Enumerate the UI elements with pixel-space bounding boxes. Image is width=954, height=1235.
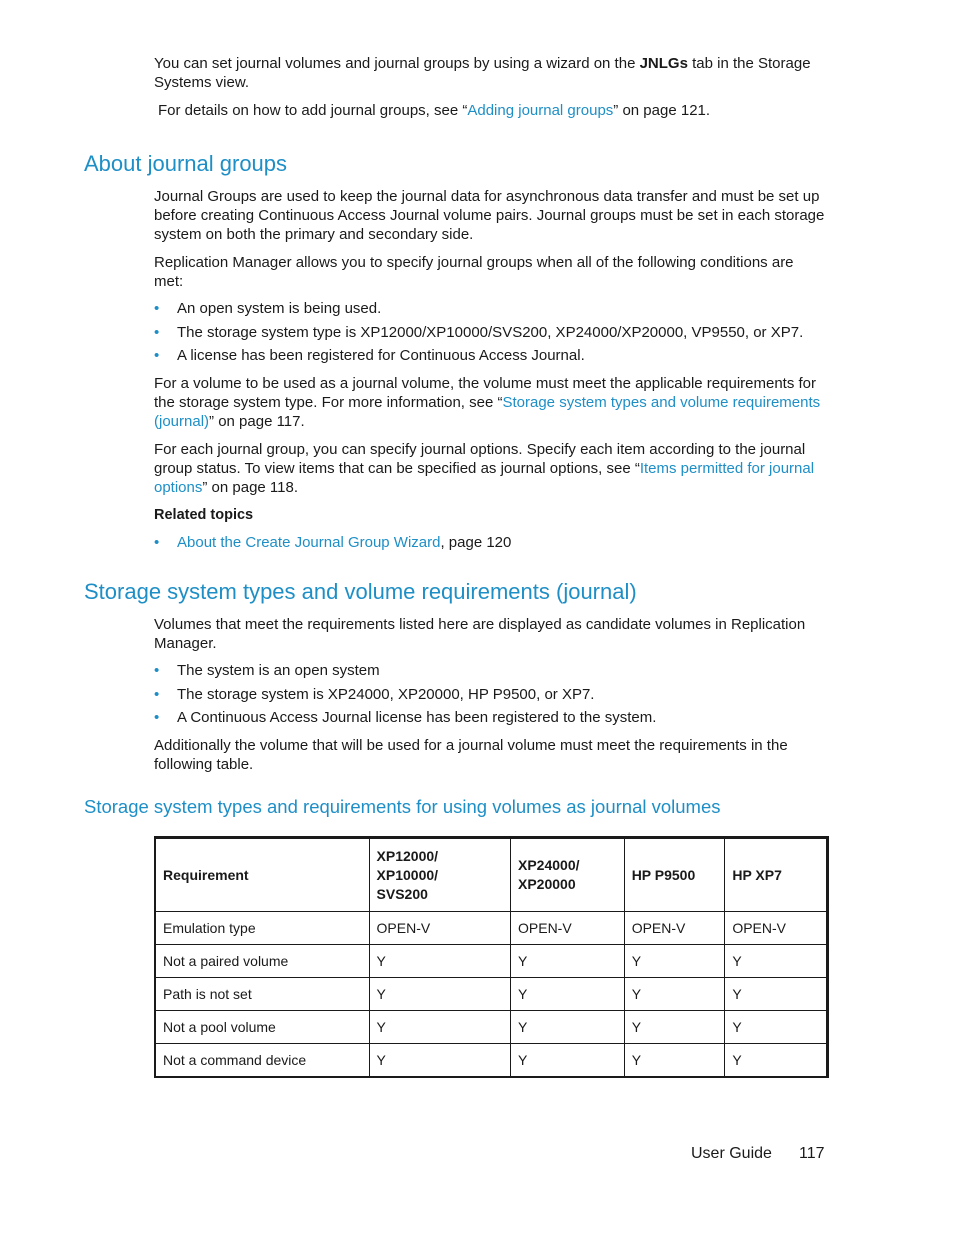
about-line: the storage system type. For more information, see “ (154, 394, 503, 411)
table-cell: Y (369, 978, 510, 1011)
about-paragraph-4 (154, 440, 814, 497)
about-journal-groups-heading: About journal groups (84, 151, 288, 176)
table-cell: Y (369, 945, 510, 978)
related-topics-heading: Related topics (154, 507, 254, 523)
table-cell: Y (725, 978, 828, 1011)
create-journal-group-wizard-link[interactable]: About the Create Journal Group Wizard (177, 534, 441, 551)
table-cell: Emulation type (155, 912, 369, 945)
header-xp24000: XP24000/ XP20000 (511, 838, 625, 912)
table-cell: Y (725, 1011, 828, 1044)
table-row (155, 978, 828, 1011)
table-row (155, 912, 828, 945)
table-cell: OPEN-V (725, 912, 828, 945)
adding-journal-groups-link[interactable]: Adding journal groups (467, 102, 614, 119)
table-cell: Y (511, 1011, 625, 1044)
bullet-icon: • (154, 662, 160, 679)
table-cell: OPEN-V (624, 912, 725, 945)
intro-text: Systems view. (154, 74, 250, 91)
about-line: group status. To view items that can be specified as journal options, see “ (154, 460, 640, 477)
about-line: before creating Continuous Access Journal volume pairs. Journal groups must be set in each storage (154, 207, 825, 224)
about-line: ” on page 117. (209, 413, 305, 430)
intro-text: ” on page 121. (613, 102, 711, 119)
bullet-icon: • (154, 347, 160, 364)
about-paragraph-3 (154, 374, 820, 431)
storage-line: Volumes that meet the requirements listed here are displayed as candidate volumes in Replication (154, 616, 806, 633)
jnlgs-tab-label: JNLGs (639, 55, 688, 72)
table-cell: Y (624, 1011, 725, 1044)
about-paragraph-1 (154, 187, 824, 244)
about-line: met: (154, 273, 184, 290)
storage-requirements-link[interactable]: Storage system types and volume requirements (502, 394, 821, 411)
table-cell: Not a command device (155, 1044, 369, 1078)
table-cell: Y (725, 945, 828, 978)
table-row (155, 1044, 828, 1078)
table-cell: OPEN-V (369, 912, 510, 945)
table-cell: Y (624, 1044, 725, 1078)
about-line: For a volume to be used as a journal volume, the volume must meet the applicable requirements for (154, 375, 817, 392)
requirements-table (154, 836, 829, 1078)
table-cell: Y (511, 978, 625, 1011)
intro-paragraph (154, 54, 834, 92)
table-row (155, 1011, 828, 1044)
bullet-icon: • (154, 300, 160, 317)
intro-details-paragraph (158, 101, 710, 120)
table-cell: Y (624, 945, 725, 978)
bullet-icon: • (154, 709, 160, 726)
bullet-icon: • (154, 324, 160, 341)
about-line: ” on page 118. (202, 479, 299, 496)
storage-paragraph-1 (154, 615, 805, 653)
table-cell: OPEN-V (511, 912, 625, 945)
about-line: For each journal group, you can specify journal options. Specify each item according to the journal (154, 441, 806, 458)
items-permitted-link-cont[interactable]: options (154, 479, 203, 496)
about-line: Journal Groups are used to keep the journal data for asynchronous data transfer and must be set up (154, 188, 820, 205)
header-xp12000: XP12000/ XP10000/ SVS200 (369, 838, 510, 912)
table-cell: Y (369, 1011, 510, 1044)
table-cell: Y (511, 945, 625, 978)
table-cell: Y (624, 978, 725, 1011)
table-caption: Storage system types and requirements for using volumes as journal volumes (84, 796, 721, 817)
bullet-icon: • (154, 686, 160, 703)
bullet-icon: • (154, 534, 160, 551)
about-line: system on both the primary and secondary side. (154, 226, 474, 243)
header-hp-xp7: HP XP7 (725, 838, 828, 912)
header-requirement: Requirement (155, 838, 369, 912)
intro-text: For details on how to add journal groups, see “ (158, 102, 468, 119)
page-number: 117 (799, 1145, 825, 1162)
storage-line: Manager. (154, 635, 217, 652)
intro-text: tab in the Storage (687, 55, 811, 72)
storage-paragraph-2 (154, 736, 788, 774)
storage-line: Additionally the volume that will be used for a journal volume must meet the requirements in the (154, 737, 788, 754)
about-paragraph-2 (154, 253, 794, 291)
table-cell: Path is not set (155, 978, 369, 1011)
table-cell: Not a pool volume (155, 1011, 369, 1044)
table-cell: Y (369, 1044, 510, 1078)
header-hp-p9500: HP P9500 (624, 838, 725, 912)
storage-requirements-heading: Storage system types and volume requirements (journal) (84, 579, 637, 604)
storage-line: following table. (154, 756, 254, 773)
intro-text: You can set journal volumes and journal groups by using a wizard on the (154, 55, 640, 72)
table-header-row (155, 838, 828, 912)
about-line: Replication Manager allows you to specify journal groups when all of the following conditions are (154, 254, 794, 271)
storage-requirements-link-cont[interactable]: (journal) (154, 413, 210, 430)
table-body (155, 912, 828, 1078)
table-cell: Y (511, 1044, 625, 1078)
items-permitted-link[interactable]: Items permitted for journal (639, 460, 815, 477)
table-row (155, 945, 828, 978)
footer-label: User Guide (691, 1145, 772, 1162)
table-cell: Y (725, 1044, 828, 1078)
table-cell: Not a paired volume (155, 945, 369, 978)
